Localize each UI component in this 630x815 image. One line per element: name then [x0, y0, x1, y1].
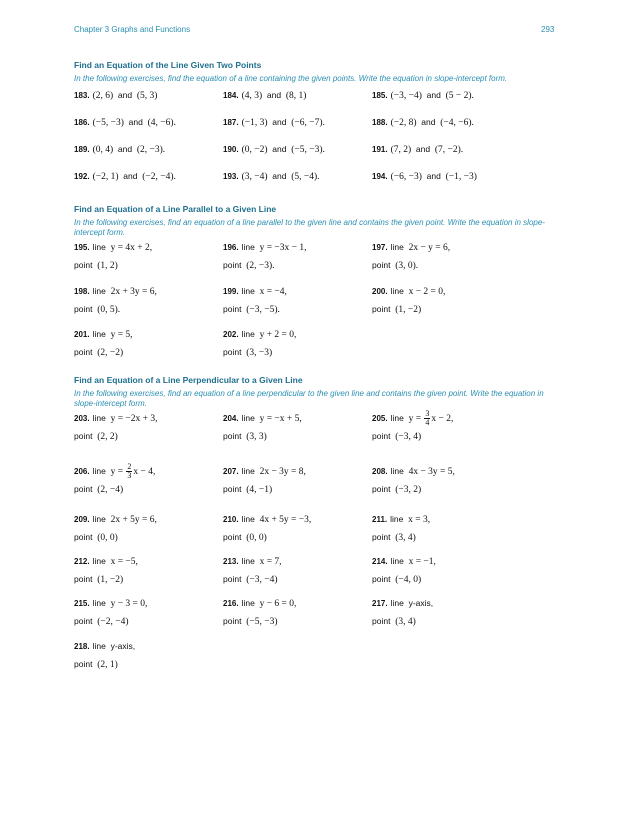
- line-equation-suffix: x − 2,: [431, 414, 454, 424]
- point-word: point: [74, 616, 93, 626]
- exercise-item: [74, 114, 176, 132]
- point-word: point: [223, 532, 242, 542]
- section-title: Find an Equation of a Line Parallel to a Given Line: [74, 204, 277, 214]
- point-word: point: [223, 484, 242, 494]
- point-row: [223, 613, 296, 631]
- exercise-item: [74, 595, 147, 631]
- point-row: [74, 301, 157, 319]
- point-word: point: [372, 574, 391, 584]
- line-word: line: [241, 514, 255, 524]
- exercise-item: [223, 283, 287, 319]
- line-word: line: [390, 413, 404, 423]
- exercise-item: [372, 595, 433, 631]
- line-row: [74, 595, 147, 613]
- exercise-number: 194.: [372, 172, 388, 181]
- line-equation: 2x − 3y = 8,: [259, 467, 306, 477]
- line-text: y-axis,: [408, 598, 434, 608]
- exercise-item: [74, 410, 158, 446]
- line-row: [74, 239, 152, 257]
- point-value: (3, 4): [395, 533, 416, 543]
- point-value: (2, −2): [97, 348, 124, 358]
- exercise-number: 203.: [74, 414, 90, 423]
- point-b: (−5, −3).: [291, 145, 325, 155]
- point-a: (3, −4): [241, 172, 268, 182]
- line-row: [223, 239, 307, 257]
- line-equation-suffix: x − 4,: [133, 467, 156, 477]
- line-word: line: [390, 242, 404, 252]
- point-value: (0, 5).: [97, 305, 121, 315]
- line-equation: 2x + 5y = 6,: [110, 515, 157, 525]
- point-a: (−5, −3): [92, 118, 124, 128]
- line-equation: 4x + 5y = −3,: [259, 515, 312, 525]
- point-word: point: [223, 347, 242, 357]
- point-value: (4, −1): [246, 485, 273, 495]
- line-row: [223, 410, 302, 428]
- line-word: line: [241, 286, 255, 296]
- line-equation: 4x − 3y = 5,: [408, 467, 455, 477]
- point-value: (−3, −5).: [246, 305, 280, 315]
- line-row: [74, 638, 135, 656]
- point-value: (0, 0): [97, 533, 118, 543]
- exercise-number: 197.: [372, 243, 388, 252]
- exercise-number: 204.: [223, 414, 239, 423]
- point-word: point: [372, 260, 391, 270]
- and-word: and: [117, 90, 133, 100]
- section-parallel: [74, 204, 558, 238]
- exercise-item: [223, 114, 325, 132]
- exercise-item: [372, 511, 430, 547]
- exercise-number: 187.: [223, 118, 239, 127]
- point-b: (5, 3): [136, 91, 158, 101]
- exercise-number: 188.: [372, 118, 388, 127]
- point-value: (−4, 0): [395, 575, 422, 585]
- point-word: point: [372, 304, 391, 314]
- line-row: [372, 463, 455, 481]
- section-title: Find an Equation of the Line Given Two Points: [74, 60, 262, 70]
- line-row: [74, 463, 155, 481]
- exercise-item: [74, 463, 155, 499]
- exercise-item: [74, 283, 157, 319]
- section-title: Find an Equation of a Line Perpendicular to a Given Line: [74, 375, 303, 385]
- point-row: [74, 257, 152, 275]
- line-row: [223, 595, 296, 613]
- line-word: line: [241, 242, 255, 252]
- line-row: [372, 283, 445, 301]
- point-a: (−2, 8): [390, 118, 417, 128]
- section-perpendicular: [74, 375, 558, 409]
- exercise-item: [372, 553, 436, 589]
- exercise-item: [372, 114, 474, 132]
- line-row: [74, 326, 133, 344]
- exercise-item: [74, 326, 133, 362]
- point-word: point: [74, 304, 93, 314]
- exercise-number: 198.: [74, 287, 90, 296]
- point-a: (−3, −4): [390, 91, 422, 101]
- point-value: (2, 1): [97, 660, 118, 670]
- and-word: and: [117, 144, 133, 154]
- exercise-item: [74, 638, 135, 674]
- line-equation-prefix: y =: [408, 414, 424, 424]
- exercise-number: 205.: [372, 414, 388, 423]
- fraction-denominator: 3: [127, 471, 132, 481]
- and-word: and: [415, 144, 431, 154]
- exercise-item: [74, 239, 152, 275]
- point-row: [74, 613, 147, 631]
- point-b: (7, −2).: [434, 145, 464, 155]
- line-word: line: [92, 466, 106, 476]
- point-value: (−3, −4): [246, 575, 278, 585]
- point-word: point: [74, 347, 93, 357]
- exercise-number: 218.: [74, 642, 90, 651]
- point-b: (4, −6).: [147, 118, 176, 128]
- point-row: [372, 529, 430, 547]
- line-row: [74, 283, 157, 301]
- section-intro: In the following exercises, find an equation of a line perpendicular to the given line and contains the given point. Write the equation in slope-intercept form.: [74, 389, 544, 408]
- exercise-item: [223, 463, 306, 499]
- point-row: [74, 656, 135, 674]
- point-a: (0, −2): [241, 145, 268, 155]
- section-intro: In the following exercises, find the equation of a line containing the given points. Write the equation in slope-intercept form.: [74, 74, 508, 83]
- exercise-item: [74, 87, 157, 105]
- exercise-number: 192.: [74, 172, 90, 181]
- point-a: (−6, −3): [390, 172, 422, 182]
- point-a: (7, 2): [390, 145, 412, 155]
- point-word: point: [74, 484, 93, 494]
- point-a: (4, 3): [241, 91, 263, 101]
- line-equation: 2x − y = 6,: [408, 243, 451, 253]
- line-word: line: [390, 286, 404, 296]
- exercise-number: 193.: [223, 172, 239, 181]
- exercise-number: 211.: [372, 515, 388, 524]
- fraction-numerator: 3: [425, 409, 430, 419]
- point-value: (3, −3): [246, 348, 273, 358]
- exercise-item: [74, 141, 165, 159]
- exercise-item: [372, 141, 463, 159]
- exercise-number: 195.: [74, 243, 90, 252]
- point-value: (1, −2): [395, 305, 422, 315]
- line-equation: y − 6 = 0,: [259, 599, 297, 609]
- line-equation: x = −4,: [259, 287, 287, 297]
- line-word: line: [241, 598, 255, 608]
- exercise-number: 216.: [223, 599, 239, 608]
- line-row: [372, 511, 430, 529]
- line-row: [74, 410, 158, 428]
- point-word: point: [372, 532, 391, 542]
- exercise-number: 209.: [74, 515, 90, 524]
- point-value: (2, −4): [97, 485, 124, 495]
- and-word: and: [272, 171, 287, 181]
- line-equation: y + 2 = 0,: [259, 330, 297, 340]
- exercise-number: 185.: [372, 91, 388, 100]
- point-word: point: [74, 431, 93, 441]
- point-word: point: [372, 431, 391, 441]
- point-b: (−4, −6).: [440, 118, 474, 128]
- exercise-item: [223, 87, 306, 105]
- exercise-number: 186.: [74, 118, 90, 127]
- line-word: line: [390, 466, 404, 476]
- exercise-number: 190.: [223, 145, 239, 154]
- point-row: [223, 571, 282, 589]
- point-b: (−2, −4).: [142, 172, 176, 182]
- line-word: line: [92, 329, 106, 339]
- point-value: (−3, 4): [395, 432, 422, 442]
- point-value: (2, 2): [97, 432, 118, 442]
- and-word: and: [426, 90, 441, 100]
- point-value: (−3, 2): [395, 485, 422, 495]
- line-row: [74, 511, 157, 529]
- point-value: (1, −2): [97, 575, 124, 585]
- exercise-item: [74, 168, 176, 186]
- line-word: line: [390, 598, 404, 608]
- point-row: [372, 571, 436, 589]
- exercise-number: 206.: [74, 467, 90, 476]
- exercise-number: 210.: [223, 515, 239, 524]
- point-word: point: [74, 532, 93, 542]
- point-word: point: [223, 260, 242, 270]
- line-equation: x = −1,: [408, 557, 436, 567]
- line-equation: x − 2 = 0,: [408, 287, 446, 297]
- and-word: and: [266, 90, 282, 100]
- and-word: and: [421, 117, 436, 127]
- exercise-number: 202.: [223, 330, 239, 339]
- line-equation: x = −5,: [110, 557, 138, 567]
- exercise-number: 183.: [74, 91, 90, 100]
- exercise-item: [223, 141, 325, 159]
- exercise-item: [74, 511, 157, 547]
- point-b: (−1, −3): [445, 172, 477, 182]
- point-row: [223, 344, 296, 362]
- chapter-header: Chapter 3 Graphs and Functions: [74, 25, 191, 34]
- line-word: line: [390, 556, 404, 566]
- point-value: (3, 0).: [395, 261, 419, 271]
- section-intro: In the following exercises, find an equation of a line parallel to the given line and contains the given point. Write the equation in slope-intercept form.: [74, 218, 545, 237]
- point-row: [372, 301, 445, 319]
- line-word: line: [92, 413, 106, 423]
- point-row: [74, 571, 138, 589]
- point-row: [223, 529, 311, 547]
- line-row: [74, 553, 138, 571]
- point-row: [372, 257, 450, 275]
- exercise-item: [372, 410, 453, 446]
- point-row: [223, 428, 302, 446]
- point-word: point: [223, 431, 242, 441]
- page-number: 293: [541, 25, 555, 34]
- line-word: line: [92, 514, 106, 524]
- line-equation: y = −x + 5,: [259, 414, 302, 424]
- exercise-item: [372, 283, 445, 319]
- exercise-item: [372, 168, 477, 186]
- line-word: line: [92, 556, 106, 566]
- line-word: line: [241, 466, 255, 476]
- line-row: [372, 239, 450, 257]
- point-b: (5, −4).: [291, 172, 320, 182]
- point-word: point: [223, 304, 242, 314]
- and-word: and: [272, 117, 287, 127]
- point-word: point: [74, 659, 93, 669]
- and-word: and: [426, 171, 441, 181]
- line-row: [223, 283, 287, 301]
- exercise-number: 200.: [372, 287, 388, 296]
- exercise-item: [223, 239, 307, 275]
- line-equation: y = −3x − 1,: [259, 243, 307, 253]
- exercise-item: [223, 553, 282, 589]
- point-a: (−1, 3): [241, 118, 268, 128]
- and-word: and: [272, 144, 287, 154]
- exercise-item: [223, 595, 296, 631]
- line-word: line: [241, 413, 255, 423]
- line-word: line: [92, 641, 106, 651]
- point-b: (2, −3).: [136, 145, 166, 155]
- exercise-item: [372, 239, 450, 275]
- exercise-item: [223, 326, 296, 362]
- line-row: [223, 511, 311, 529]
- exercise-number: 196.: [223, 243, 239, 252]
- point-word: point: [372, 484, 391, 494]
- point-row: [223, 481, 306, 499]
- fraction-denominator: 4: [425, 418, 430, 428]
- point-word: point: [372, 616, 391, 626]
- exercise-item: [223, 410, 302, 446]
- point-b: (−6, −7).: [291, 118, 325, 128]
- line-equation: y = 5,: [110, 330, 133, 340]
- line-row: [223, 326, 296, 344]
- line-row: [223, 553, 282, 571]
- point-a: (−2, 1): [92, 172, 119, 182]
- and-word: and: [123, 171, 138, 181]
- and-word: and: [128, 117, 143, 127]
- fraction: [424, 410, 430, 427]
- line-equation: x = 7,: [259, 557, 282, 567]
- point-row: [372, 481, 455, 499]
- point-value: (3, 3): [246, 432, 267, 442]
- point-row: [74, 344, 133, 362]
- line-equation: y = 4x + 2,: [110, 243, 153, 253]
- exercise-item: [74, 553, 138, 589]
- line-word: line: [92, 242, 106, 252]
- point-word: point: [223, 574, 242, 584]
- point-word: point: [223, 616, 242, 626]
- line-equation-prefix: y =: [110, 467, 126, 477]
- line-equation: 2x + 3y = 6,: [110, 287, 157, 297]
- point-value: (0, 0): [246, 533, 267, 543]
- exercise-item: [223, 511, 311, 547]
- point-row: [223, 257, 307, 275]
- exercise-number: 207.: [223, 467, 239, 476]
- line-word: line: [241, 329, 255, 339]
- line-equation: x = 3,: [408, 515, 431, 525]
- line-word: line: [92, 286, 106, 296]
- line-text: y-axis,: [110, 641, 136, 651]
- exercise-number: 212.: [74, 557, 90, 566]
- line-row: [372, 595, 433, 613]
- fraction-numerator: 2: [127, 462, 132, 472]
- point-row: [372, 428, 453, 446]
- exercise-number: 213.: [223, 557, 239, 566]
- point-value: (2, −3).: [246, 261, 275, 271]
- exercise-item: [223, 168, 320, 186]
- point-a: (0, 4): [92, 145, 114, 155]
- exercise-number: 199.: [223, 287, 239, 296]
- point-value: (−2, −4): [97, 617, 129, 627]
- point-b: (8, 1): [285, 91, 307, 101]
- line-equation: y = −2x + 3,: [110, 414, 158, 424]
- exercise-number: 184.: [223, 91, 239, 100]
- point-row: [223, 301, 287, 319]
- point-value: (1, 2): [97, 261, 118, 271]
- line-word: line: [241, 556, 255, 566]
- exercise-number: 217.: [372, 599, 388, 608]
- exercise-number: 214.: [372, 557, 388, 566]
- point-word: point: [74, 574, 93, 584]
- point-value: (3, 4): [395, 617, 416, 627]
- point-word: point: [74, 260, 93, 270]
- line-row: [372, 410, 453, 428]
- point-row: [74, 481, 155, 499]
- point-a: (2, 6): [92, 91, 114, 101]
- exercise-item: [372, 87, 474, 105]
- point-row: [74, 529, 157, 547]
- exercise-number: 208.: [372, 467, 388, 476]
- line-row: [223, 463, 306, 481]
- point-row: [74, 428, 158, 446]
- point-row: [372, 613, 433, 631]
- exercise-number: 189.: [74, 145, 90, 154]
- point-b: (5 − 2).: [445, 91, 474, 101]
- exercise-number: 215.: [74, 599, 90, 608]
- line-word: line: [390, 514, 404, 524]
- exercise-number: 191.: [372, 145, 388, 154]
- exercise-number: 201.: [74, 330, 90, 339]
- line-row: [372, 553, 436, 571]
- line-word: line: [92, 598, 106, 608]
- section-two-points: [74, 60, 558, 84]
- line-equation: y − 3 = 0,: [110, 599, 148, 609]
- exercise-item: [372, 463, 455, 499]
- point-value: (−5, −3): [246, 617, 278, 627]
- fraction: [126, 463, 132, 480]
